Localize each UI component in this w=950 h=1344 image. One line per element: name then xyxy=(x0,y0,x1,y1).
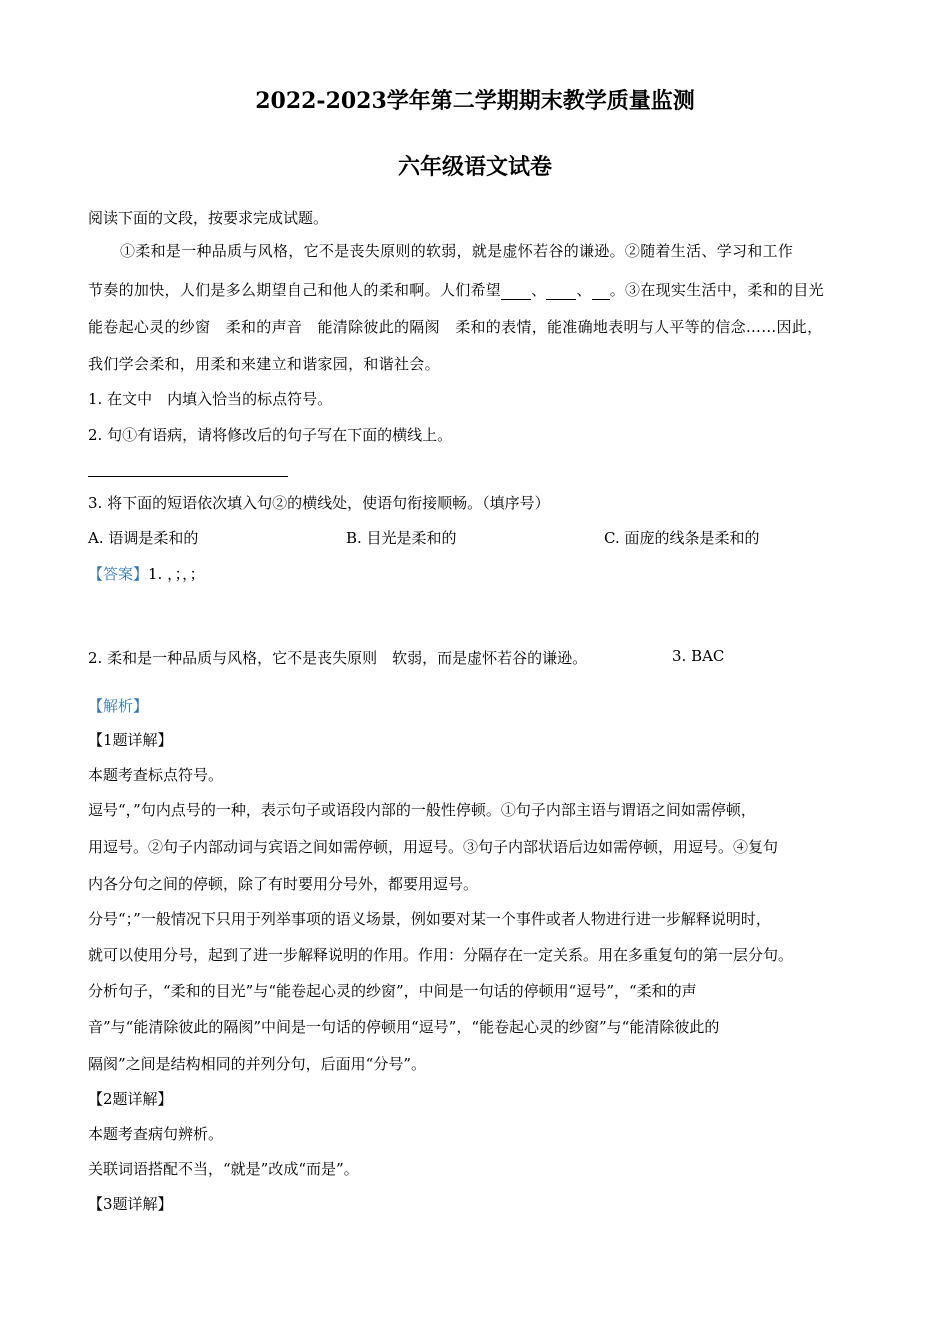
detail-1-line-9: 隔阂”之间是结构相同的并列分句，后面用“分号”。 xyxy=(88,1055,427,1073)
option-a: A. 语调是柔和的 xyxy=(88,529,199,547)
blank-3 xyxy=(592,281,610,300)
separator-1: 、 xyxy=(531,281,547,299)
detail-2-line-2: 关联词语搭配不当，“就是”改成“而是”。 xyxy=(88,1160,359,1178)
answer-1: 1. ，；，； xyxy=(148,565,205,583)
detail-1-line-4: 内各分句之间的停顿，除了有时要用分号外，都要用逗号。 xyxy=(88,875,479,893)
question-2: 2. 句①有语病，请将修改后的句子写在下面的横线上。 xyxy=(88,426,453,444)
separator-2: 、 xyxy=(576,281,592,299)
option-c: C. 面庞的线条是柔和的 xyxy=(604,529,760,547)
page-title: 2022-2023学年第二学期期末教学质量监测 xyxy=(255,88,695,114)
detail-1-line-7: 分析句子，“柔和的目光”与“能卷起心灵的纱窗”，中间是一句话的停顿用“逗号”，“柔和的声 xyxy=(88,982,697,1000)
detail-1-line-5: 分号“；”一般情况下只用于列举事项的语义场景，例如要对某一个事件或者人物进行进一步解释说明时， xyxy=(88,910,771,928)
answer-line-1 xyxy=(88,563,205,584)
passage-line-2 xyxy=(88,279,824,300)
detail-1-line-3: 用逗号。②句子内部动词与宾语之间如需停顿，用逗号。③句子内部状语后边如需停顿，用逗号。④复句 xyxy=(88,838,779,856)
detail-1-line-6: 就可以使用分号，起到了进一步解释说明的作用。作用：分隔存在一定关系。用在多重复句的第一层分句。 xyxy=(88,946,794,964)
detail-1-line-8: 音”与“能清除彼此的隔阂”中间是一句话的停顿用“逗号”，“能卷起心灵的纱窗”与“能清除彼此的 xyxy=(88,1018,720,1036)
detail-3-title: 【3题详解】 xyxy=(88,1195,173,1213)
passage-line-4: 我们学会柔和，用柔和来建立和谐家园，和谐社会。 xyxy=(88,355,440,373)
page-subtitle: 六年级语文试卷 xyxy=(397,154,552,180)
answer-blank-line xyxy=(88,476,288,477)
option-b: B. 目光是柔和的 xyxy=(346,529,457,547)
passage-line-2-start: 节奏的加快，人们是多么期望自己和他人的柔和啊。人们希望 xyxy=(88,281,502,299)
question-1: 1. 在文中 内填入恰当的标点符号。 xyxy=(88,390,333,408)
instruction-text: 阅读下面的文段，按要求完成试题。 xyxy=(88,209,329,227)
passage-line-2-end: 。③在现实生活中，柔和的目光 xyxy=(609,281,824,299)
passage-line-1: ①柔和是一种品质与风格，它不是丧失原则的软弱，就是虚怀若谷的谦逊。②随着生活、学习和工作 xyxy=(120,242,794,260)
blank-2 xyxy=(546,281,576,300)
question-3: 3. 将下面的短语依次填入句②的横线处，使语句衔接顺畅。（填序号） xyxy=(88,494,550,512)
answer-3: 3. BAC xyxy=(672,647,725,665)
detail-2-title: 【2题详解】 xyxy=(88,1090,173,1108)
detail-2-line-1: 本题考查病句辨析。 xyxy=(88,1125,224,1143)
detail-1-title: 【1题详解】 xyxy=(88,731,173,749)
detail-1-line-1: 本题考查标点符号。 xyxy=(88,766,224,784)
detail-1-line-2: 逗号“，”句内点号的一种，表示句子或语段内部的一般性停顿。①句子内部主语与谓语之间如需停顿， xyxy=(88,801,756,819)
answer-tag: 【答案】 xyxy=(88,565,149,583)
blank-1 xyxy=(501,281,531,300)
analysis-tag: 【解析】 xyxy=(88,697,149,715)
passage-line-3: 能卷起心灵的纱窗 柔和的声音 能清除彼此的隔阂 柔和的表情，能准确地表明与人平等的信念……因此， xyxy=(88,318,823,336)
answer-2: 2. 柔和是一种品质与风格，它不是丧失原则 软弱，而是虚怀若谷的谦逊。 xyxy=(88,649,588,667)
